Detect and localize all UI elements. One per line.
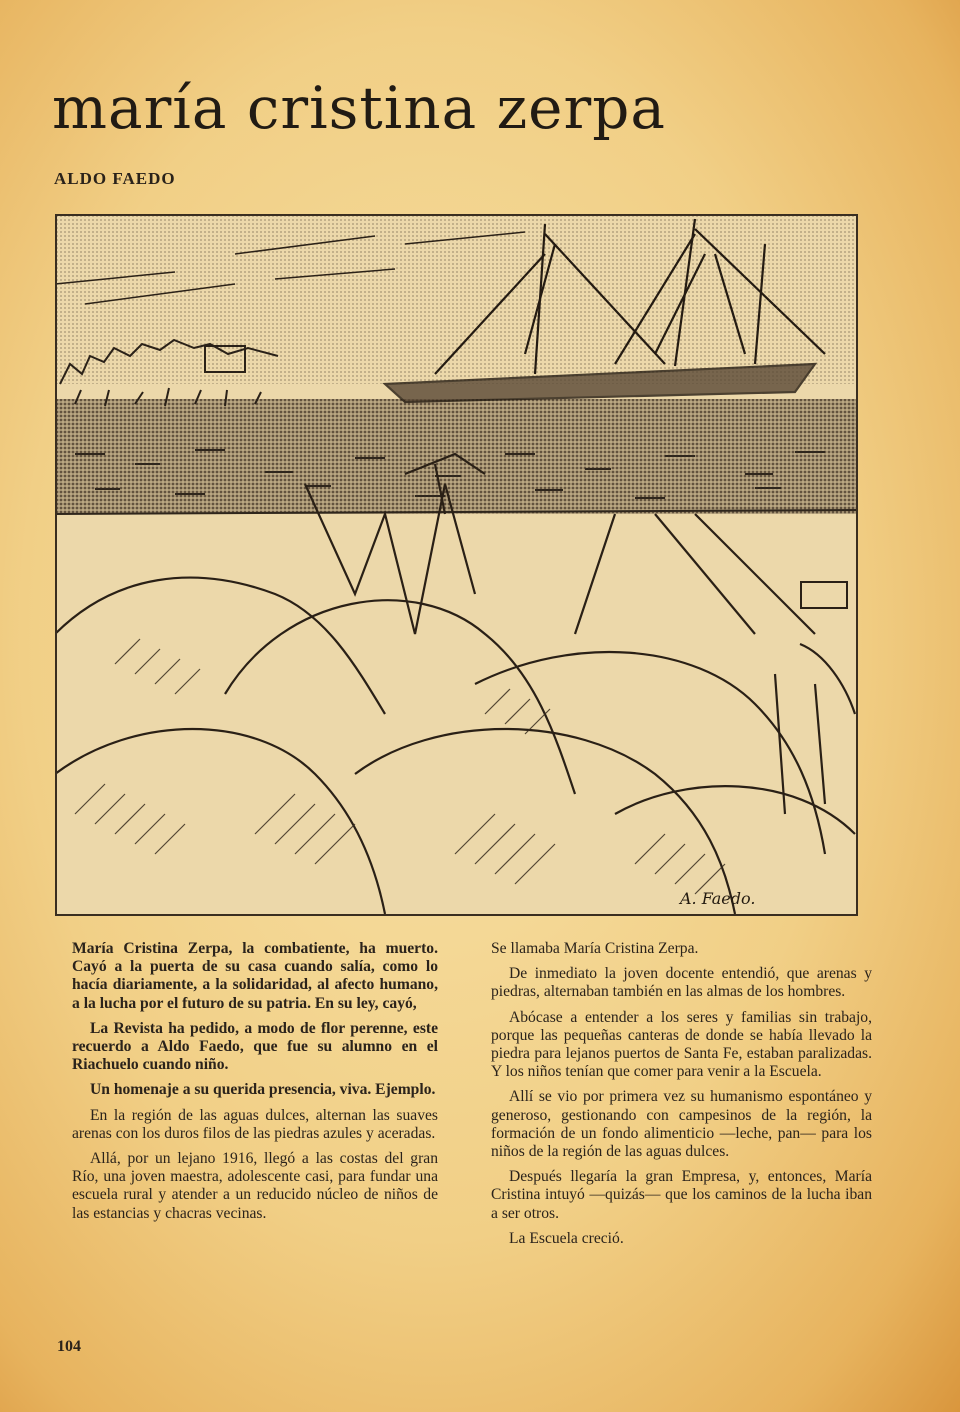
intro-paragraph: La Revista ha pedido, a modo de flor perenne, este recuerdo a Aldo Faedo, que fue su alumno en el Riachuelo cuando niño. xyxy=(72,1019,438,1074)
page-number: 104 xyxy=(57,1338,81,1355)
body-paragraph: Se llamaba María Cristina Zerpa. xyxy=(491,940,699,957)
body-paragraph: Allí se vio por primera vez su humanismo espontáneo y generoso, gestionando con campesinos de la región, la formación de un fondo alimenticio —leche, pan— para los niños de la región de las aguas dulces. xyxy=(491,1088,872,1161)
body-paragraph: La Escuela creció. xyxy=(509,1229,624,1247)
article-title: maría cristina zerpa xyxy=(52,74,666,142)
body-paragraph: De inmediato la joven docente entendió, que arenas y piedras, alternaban también en las almas de los hombres. xyxy=(491,965,872,1001)
intro-paragraph: María Cristina Zerpa, la combatiente, ha muerto. Cayó a la puerta de su casa cuando salía, como lo hacía diariamente, a la solidaridad, al afecto humano, a la lucha por el futuro de su patria. En su ley, cayó, xyxy=(72,940,438,1012)
body-paragraph: En la región de las aguas dulces, alternan las suaves arenas con los duros filos de las piedras azules y aceradas. xyxy=(72,1106,438,1142)
illustration xyxy=(55,214,858,916)
body-paragraph: Abócase a entender a los seres y familias sin trabajo, porque las pequeñas canteras de donde se había llevado la piedra para lejanos puertos de Santa Fe, estaban paralizadas. Y los niños tenían que comer para venir a la Escuela. xyxy=(491,1008,872,1081)
intro-paragraph: Un homenaje a su querida presencia, viva. Ejemplo. xyxy=(90,1081,436,1099)
body-paragraph: Allá, por un lejano 1916, llegó a las costas del gran Río, una joven maestra, adolescente casi, para fundar una escuela rural y atender a un reducido núcleo de niños de las estancias y chacras vecinas. xyxy=(72,1150,438,1222)
body-paragraph: Después llegaría la gran Empresa, y, entonces, María Cristina intuyó —quizás— que los caminos de la lucha iban a ser otros. xyxy=(491,1168,872,1222)
left-column xyxy=(72,940,438,1230)
right-column xyxy=(491,940,872,1255)
author-name: ALDO FAEDO xyxy=(54,169,176,188)
artist-signature: A. Faedo. xyxy=(680,889,756,908)
